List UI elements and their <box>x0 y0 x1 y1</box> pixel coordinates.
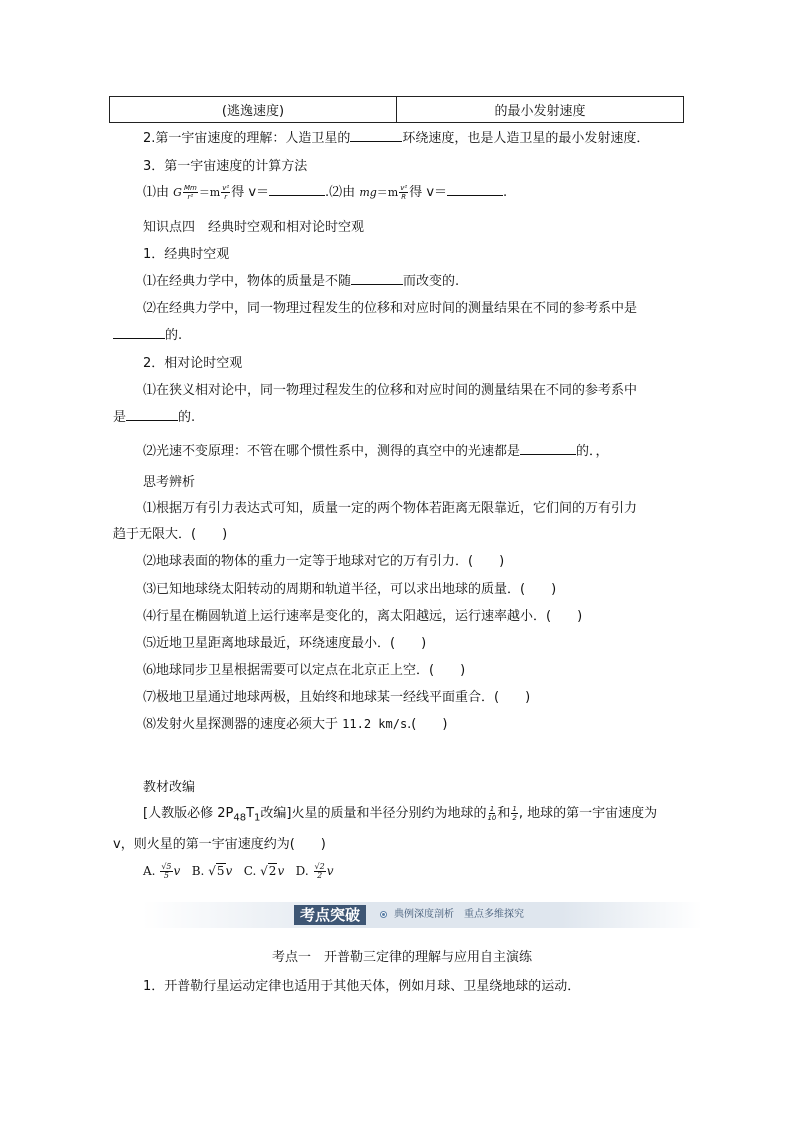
paragraph: ⑴在狭义相对论中，同一物理过程发生的位移和对应时间的测量结果在不同的参考系中 <box>143 383 638 398</box>
answer-options <box>143 863 333 880</box>
first-cosmic-speed-understanding: 2.第一宇宙速度的理解：人造卫星的 环绕速度，也是人造卫星的最小发射速度． <box>143 131 650 146</box>
option-d[interactable]: D. $\frac{√2}{2}$ v <box>295 862 334 880</box>
answer-blank[interactable] <box>269 183 325 196</box>
constant-g: G <box>173 186 182 199</box>
paragraph: ⑴在经典力学中，物体的质量是不随 而改变的. <box>143 274 460 289</box>
textbook-title: 教材改编 <box>143 780 196 795</box>
option-a[interactable]: A. $\frac{√5}{5}$ v <box>143 862 181 880</box>
paragraph: ⑵在经典力学中，同一物理过程发生的位移和对应时间的测量结果在不同的参考系中是 <box>143 301 638 316</box>
table-cell-left: (逃逸速度) <box>221 104 285 119</box>
paragraph-continued: 的. <box>113 324 182 343</box>
answer-blank[interactable] <box>520 442 576 455</box>
answer-blank[interactable] <box>447 183 503 196</box>
banner-subtitle: 典例深度剖析 重点多维探究 <box>394 909 524 920</box>
calc-formula-line: ⑴由 G $\frac{Mm}{\text{r²}}$ ＝m $\frac{\text{v²}}{r}$ 得 v＝ .⑵由 mg＝m $\frac{\text{v²}}{R}$ 得 v＝ . <box>143 184 508 201</box>
bullet-icon <box>380 911 387 918</box>
table-cell-right: 的最小发射速度 <box>396 97 683 122</box>
fraction-1-10: $\frac{1}{10}$ <box>487 805 497 822</box>
section-heading: 知识点四 经典时空观和相对论时空观 <box>143 220 365 235</box>
judge-item-1: ⑴根据万有引力表达式可知，质量一定的两个物体若距离无限靠近，它们间的万有引力 <box>143 501 638 516</box>
option-b[interactable]: B. √5v <box>191 864 233 878</box>
answer-blank[interactable] <box>351 272 403 285</box>
paragraph: ⑵光速不变原理：不管在哪个惯性系中，测得的真空中的光速都是 的．， <box>143 444 609 459</box>
kaodian-paragraph: 1．开普勒行星运动定律也适用于其他天体，例如月球、卫星绕地球的运动． <box>143 979 581 994</box>
judge-item-4: ⑷行星在椭圆轨道上运行速率是变化的，离太阳越远，运行速率越小．( ) <box>143 609 583 624</box>
judge-item-7: ⑺极地卫星通过地球两极，且始终和地球某一经线平面重合．( ) <box>143 690 531 705</box>
answer-blank[interactable] <box>350 129 402 142</box>
judge-item-2: ⑵地球表面的物体的重力一定等于地球对它的万有引力．( ) <box>143 554 505 569</box>
textbook-question-cont: v，则火星的第一宇宙速度约为( ) <box>113 837 326 852</box>
table-row <box>109 96 684 123</box>
banner-title: 考点突破 <box>294 905 366 925</box>
judge-item-6: ⑹地球同步卫星根据需要可以定点在北京正上空．( ) <box>143 663 466 678</box>
fraction-v2-r-2: $\frac{\text{v²}}{R}$ <box>400 184 408 201</box>
textbook-question: [人教版必修 $2P_{48}T_1$改编]火星的质量和半径分别约为地球的 $\frac{1}{10}$ 和 $\frac{1}{2}$ , 地球的第一宇宙速度为 <box>143 805 658 824</box>
kaodian-title: 考点一 开普勒三定律的理解与应用自主演练 <box>272 950 533 965</box>
judge-item-5: ⑸近地卫星距离地球最近，环绕速度最小．( ) <box>143 636 427 651</box>
fraction-1-2: $\frac{1}{2}$ <box>512 805 517 822</box>
subsection-heading: 2．相对论时空观 <box>143 356 243 371</box>
calc-method-heading: 3．第一宇宙速度的计算方法 <box>143 159 308 174</box>
think-title: 思考辨析 <box>143 475 196 490</box>
answer-blank[interactable] <box>126 408 178 421</box>
judge-item-1-cont: 趋于无限大．( ) <box>113 527 228 542</box>
judge-item-8: ⑻发射火星探测器的速度必须大于 11.2 km/s.( ) <box>143 717 448 732</box>
subsection-heading: 1．经典时空观 <box>143 247 230 262</box>
paragraph-continued: 是 的. <box>113 410 196 425</box>
judge-item-3: ⑶已知地球绕太阳转动的周期和轨道半径，可以求出地球的质量．( ) <box>143 582 557 597</box>
fraction-v2-r: $\frac{\text{v²}}{r}$ <box>222 184 230 201</box>
answer-blank[interactable] <box>113 326 165 339</box>
section-banner <box>142 902 702 928</box>
option-c[interactable]: C. √2v <box>243 864 285 878</box>
fraction-mm-r2: $\frac{Mm}{\text{r²}}$ <box>183 184 197 201</box>
